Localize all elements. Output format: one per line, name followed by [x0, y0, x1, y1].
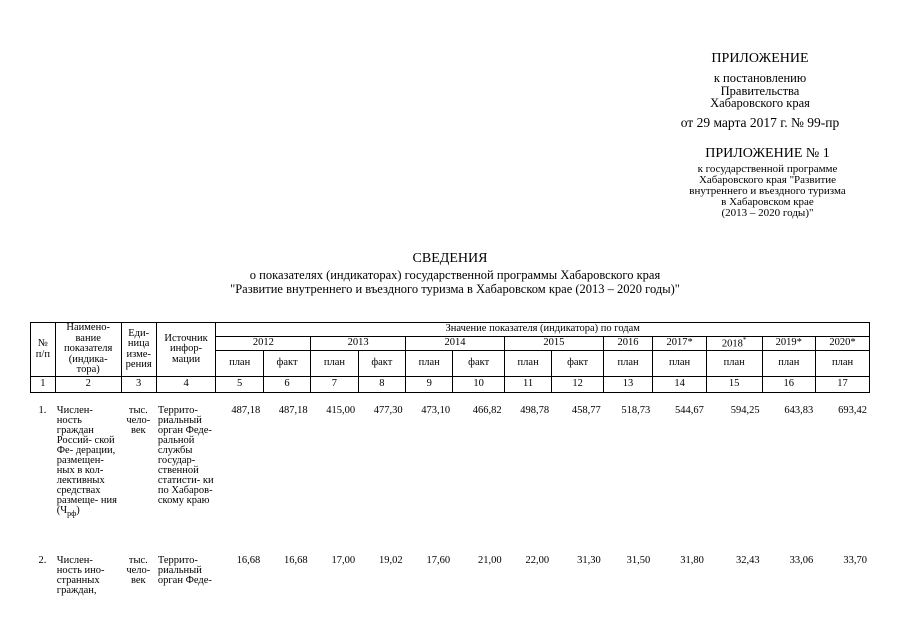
column-number: 16 — [762, 377, 816, 393]
column-number: 17 — [816, 377, 870, 393]
value-cell: 466,82 — [472, 405, 502, 416]
indicators-table-body — [30, 406, 870, 616]
subtitle-line: "Развитие внутреннего и въездного туризма в Хабаровском крае (2013 – 2020 годы)" — [230, 281, 680, 296]
value-cell: 31,30 — [577, 555, 601, 566]
value-cell: 487,18 — [231, 405, 261, 416]
column-number: 4 — [156, 377, 216, 393]
resolution-line: к постановлению — [713, 71, 807, 85]
column-number: 8 — [358, 377, 405, 393]
indicator-name: Числен- ность ино- странных граждан, — [56, 555, 105, 596]
value-cell: 458,77 — [571, 405, 601, 416]
value-cell: 33,70 — [843, 555, 867, 566]
resolution-line: Правительства — [720, 83, 800, 98]
resolution-line: Хабаровского края — [710, 96, 810, 110]
column-number: 3 — [121, 377, 156, 393]
value-cell: 487,18 — [278, 405, 308, 416]
year-header: 2012 — [216, 337, 311, 351]
value-cell: 518,73 — [621, 405, 651, 416]
column-number: 9 — [406, 377, 453, 393]
value-cell: 16,68 — [284, 555, 308, 566]
value-cell: 544,67 — [675, 405, 704, 416]
document-subtitle — [100, 269, 810, 297]
column-number: 2 — [55, 377, 121, 393]
plan-header: план — [706, 351, 762, 377]
column-number: 14 — [653, 377, 707, 393]
year-header: 2017* — [653, 337, 707, 351]
year-header: 2020* — [816, 337, 870, 351]
column-number: 5 — [216, 377, 263, 393]
indicator-subscript: рф — [67, 508, 77, 518]
appendix-1-header — [660, 147, 875, 219]
value-cell: 17,60 — [426, 555, 451, 566]
fact-header: факт — [358, 351, 405, 377]
value-cell: 22,00 — [525, 555, 550, 566]
column-number: 1 — [31, 377, 56, 393]
year-header: 2013 — [311, 337, 406, 351]
indicator-name — [55, 406, 121, 556]
appendix-header — [660, 52, 860, 129]
fact-header: факт — [552, 351, 604, 377]
program-line: в Хабаровском крае — [721, 196, 814, 208]
plan-header: план — [216, 351, 263, 377]
year-header: 2015 — [504, 337, 603, 351]
col-unit-header: Еди- ница изме- рения — [121, 323, 156, 377]
fact-header: факт — [263, 351, 310, 377]
value-cell: 643,83 — [784, 405, 814, 416]
indicators-table-header — [30, 322, 870, 393]
appendix-title: ПРИЛОЖЕНИЕ — [711, 51, 809, 66]
plan-header: план — [603, 351, 652, 377]
column-number-row — [31, 377, 870, 393]
table-row — [30, 556, 870, 616]
document-title: СВЕДЕНИЯ — [412, 251, 488, 266]
row-number: 1. — [38, 405, 47, 416]
row-number: 2. — [38, 555, 47, 566]
plan-header: план — [653, 351, 707, 377]
col-source-header: Источник инфор- мации — [156, 323, 216, 377]
footnote-mark: * — [742, 336, 747, 344]
value-cell: 473,10 — [421, 405, 451, 416]
program-line: внутреннего и въездного туризма — [689, 185, 846, 197]
appendix-1-title: ПРИЛОЖЕНИЕ № 1 — [705, 146, 830, 161]
plan-header: план — [762, 351, 816, 377]
column-number: 11 — [504, 377, 551, 393]
column-number: 7 — [311, 377, 358, 393]
value-cell: 498,78 — [520, 405, 550, 416]
subtitle-line: о показателях (индикаторах) государственной программы Хабаровского края — [249, 268, 661, 282]
resolution-date: от 29 марта 2017 г. № 99-пр — [680, 114, 840, 130]
value-cell: 31,80 — [680, 555, 704, 566]
source-cell: Террито- риальный орган Феде- ральной службы государ- ственной статисти- ки по Хабаров- скому краю — [157, 405, 214, 506]
indicator-name-tail: ) — [76, 504, 80, 516]
column-number: 13 — [603, 377, 652, 393]
program-line: (2013 – 2020 годы)" — [721, 207, 814, 219]
table-row — [30, 406, 870, 556]
value-cell: 415,00 — [326, 405, 356, 416]
plan-header: план — [816, 351, 870, 377]
value-cell: 33,06 — [789, 555, 814, 566]
year-header: 2014 — [406, 337, 505, 351]
col-name-header: Наимено- вание показателя (индика- тора) — [55, 323, 121, 377]
column-number: 15 — [706, 377, 762, 393]
year-2018-label: 2018 — [721, 338, 743, 350]
value-cell: 31,50 — [626, 555, 651, 566]
plan-header: план — [311, 351, 358, 377]
year-header — [706, 337, 762, 351]
column-number: 6 — [263, 377, 310, 393]
col-number-header: № п/п — [31, 323, 56, 377]
value-cell: 16,68 — [236, 555, 261, 566]
unit-cell: тыс. чело- век — [126, 405, 151, 436]
indicator-name-text: Числен- ность граждан Россий- ской Фе- дерации, размещен- ных в кол- лективных средствах размеще- ния (Ч — [56, 405, 117, 516]
column-number: 10 — [453, 377, 505, 393]
plan-header: план — [504, 351, 551, 377]
year-header: 2019* — [762, 337, 816, 351]
col-values-header: Значение показателя (индикатора) по годам — [216, 323, 870, 337]
value-cell: 693,42 — [838, 405, 867, 416]
value-cell: 17,00 — [331, 555, 356, 566]
source-cell: Террито- риальный орган Феде- — [157, 555, 212, 586]
program-line: к государственной программе — [697, 163, 838, 175]
year-header: 2016 — [603, 337, 652, 351]
program-line: Хабаровского края "Развитие — [698, 174, 837, 186]
fact-header: факт — [453, 351, 505, 377]
plan-header: план — [406, 351, 453, 377]
value-cell: 594,25 — [730, 405, 760, 416]
value-cell: 19,02 — [378, 555, 403, 566]
value-cell: 477,30 — [373, 405, 403, 416]
column-number: 12 — [552, 377, 604, 393]
value-cell: 32,43 — [736, 555, 760, 566]
value-cell: 21,00 — [478, 555, 502, 566]
unit-cell: тыс. чело- век — [126, 555, 151, 586]
